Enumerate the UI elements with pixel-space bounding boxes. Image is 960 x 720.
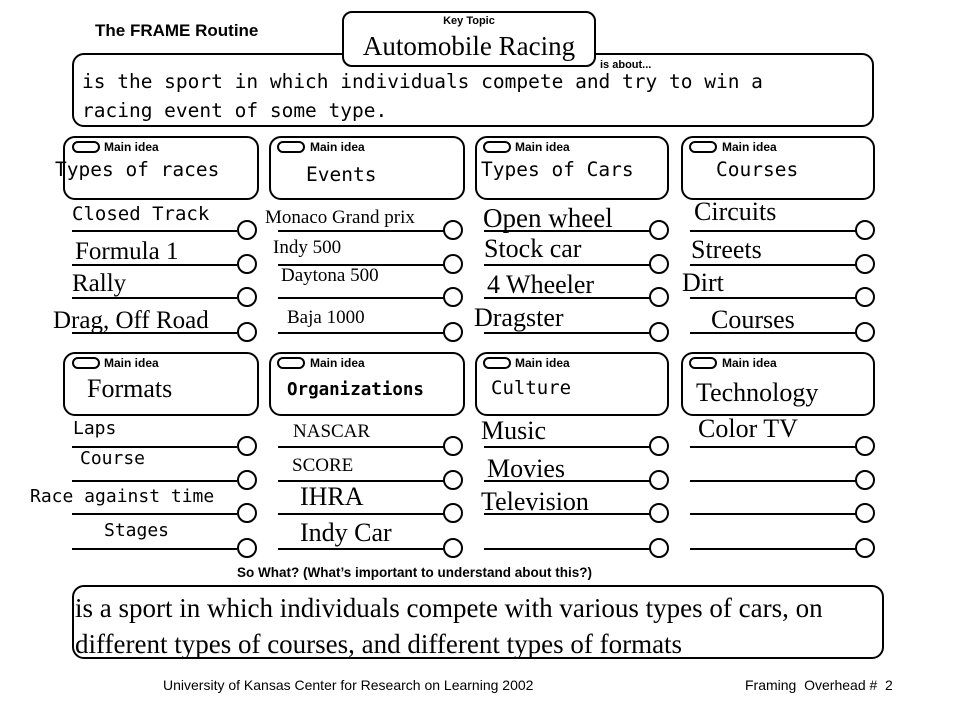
detail-bullet [443, 503, 463, 523]
main-idea-label: Main idea [722, 140, 777, 154]
detail-text: Indy 500 [273, 237, 342, 258]
detail-text: 4 Wheeler [487, 270, 595, 299]
detail-line [72, 548, 237, 550]
detail-line [72, 230, 237, 232]
main-idea-label: Main idea [722, 356, 777, 370]
detail-text: Course [80, 448, 146, 469]
main-idea-label: Main idea [310, 140, 365, 154]
detail-text: Daytona 500 [281, 265, 379, 286]
detail-text: Monaco Grand prix [265, 207, 415, 228]
detail-line [278, 548, 444, 550]
main-idea-tab [689, 141, 717, 153]
detail-line [484, 264, 650, 266]
detail-line [690, 513, 856, 515]
so-what-label: So What? (What’s important to understand about this?) [237, 565, 592, 580]
detail-text: IHRA [300, 482, 364, 511]
detail-text: Closed Track [72, 203, 210, 225]
main-idea-label: Main idea [515, 140, 570, 154]
detail-bullet [237, 220, 257, 240]
detail-bullet [443, 254, 463, 274]
detail-line [72, 513, 237, 515]
detail-bullet [443, 287, 463, 307]
detail-text: Formula 1 [75, 238, 179, 265]
detail-bullet [237, 254, 257, 274]
main-idea-title: Formats [87, 374, 173, 403]
detail-bullet [649, 470, 669, 490]
detail-text: Stages [104, 520, 170, 541]
main-idea-label: Main idea [104, 140, 159, 154]
main-idea-title: Organizations [287, 380, 424, 400]
detail-line [278, 297, 444, 299]
detail-bullet [855, 254, 875, 274]
detail-bullet [237, 503, 257, 523]
detail-bullet [443, 322, 463, 342]
detail-bullet [237, 287, 257, 307]
detail-bullet [237, 470, 257, 490]
detail-text: Circuits [694, 197, 777, 226]
detail-line [484, 548, 650, 550]
main-idea-tab [72, 357, 100, 369]
detail-text: Courses [711, 305, 795, 334]
main-idea-tab [277, 141, 305, 153]
detail-bullet [855, 436, 875, 456]
main-idea-title: Types of races [55, 158, 220, 181]
detail-line [72, 480, 237, 482]
detail-line [690, 446, 856, 448]
main-idea-tab [277, 357, 305, 369]
detail-bullet [855, 220, 875, 240]
detail-line [690, 230, 856, 232]
main-idea-label: Main idea [104, 356, 159, 370]
main-idea-title: Types of Cars [481, 158, 634, 181]
detail-bullet [649, 220, 669, 240]
detail-text: Television [481, 487, 589, 516]
main-idea-title: Technology [696, 378, 819, 407]
main-idea-tab [483, 141, 511, 153]
detail-bullet [649, 503, 669, 523]
detail-text: Music [481, 416, 546, 445]
detail-text: NASCAR [293, 421, 371, 442]
detail-text: Color TV [698, 414, 798, 443]
detail-bullet [443, 220, 463, 240]
detail-text: Streets [691, 235, 762, 264]
detail-line [278, 332, 444, 334]
detail-text: Indy Car [300, 518, 392, 547]
detail-bullet [443, 538, 463, 558]
detail-bullet [855, 322, 875, 342]
detail-bullet [855, 503, 875, 523]
detail-text: Dirt [682, 268, 724, 297]
detail-line [690, 480, 856, 482]
detail-text: Stock car [484, 234, 582, 263]
so-what-text: is a sport in which individuals compete with various types of cars, on different types of courses, and different types of formats [75, 593, 823, 659]
main-idea-tab [72, 141, 100, 153]
detail-text: Drag, Off Road [53, 307, 209, 334]
main-idea-title: Culture [491, 377, 572, 399]
footer-overhead: Framing Overhead # 2 [745, 677, 893, 693]
main-idea-title: Courses [716, 158, 799, 181]
detail-line [690, 548, 856, 550]
detail-bullet [443, 470, 463, 490]
detail-line [484, 446, 650, 448]
detail-text: Race against time [30, 486, 215, 507]
is-about-text: is the sport in which individuals compete and try to win a racing event of some type. [82, 70, 763, 122]
detail-text: Open wheel [483, 203, 613, 233]
detail-bullet [649, 287, 669, 307]
detail-line [278, 230, 444, 232]
detail-bullet [855, 538, 875, 558]
detail-text: SCORE [292, 455, 354, 476]
detail-bullet [855, 470, 875, 490]
detail-bullet [649, 436, 669, 456]
detail-bullet [649, 322, 669, 342]
routine-title: The FRAME Routine [95, 21, 259, 40]
detail-text: Dragster [474, 303, 564, 332]
main-idea-tab [483, 357, 511, 369]
detail-bullet [237, 322, 257, 342]
is-about-label: is about... [600, 59, 652, 71]
main-idea-tab [689, 357, 717, 369]
key-topic-label: Key Topic [443, 15, 495, 27]
detail-bullet [237, 538, 257, 558]
detail-text: Movies [487, 454, 565, 483]
detail-bullet [649, 538, 669, 558]
key-topic: Automobile Racing [362, 31, 576, 61]
detail-text: Laps [73, 418, 117, 439]
detail-bullet [649, 254, 669, 274]
detail-text: Baja 1000 [287, 307, 365, 328]
detail-line [278, 513, 444, 515]
main-idea-label: Main idea [310, 356, 365, 370]
footer-credit: University of Kansas Center for Research on Learning 2002 [163, 677, 534, 693]
main-idea-title: Events [306, 163, 377, 186]
main-idea-label: Main idea [515, 356, 570, 370]
detail-line [278, 446, 444, 448]
detail-text: Rally [72, 270, 127, 297]
detail-bullet [443, 436, 463, 456]
detail-bullet [855, 287, 875, 307]
detail-bullet [237, 436, 257, 456]
